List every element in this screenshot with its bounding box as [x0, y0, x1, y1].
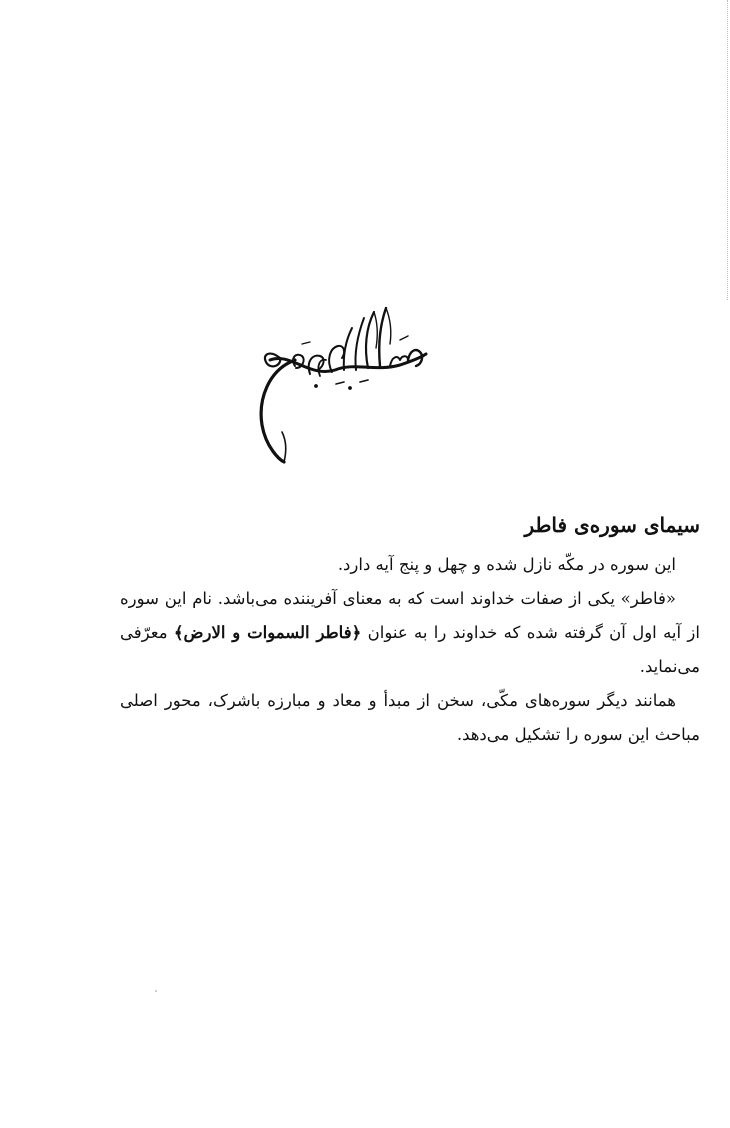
basmala-calligraphy	[240, 300, 430, 470]
paragraph-main-themes: همانند دیگر سوره‌های مکّی، سخن از مبدأ و معاد و مبارزه باشرک، محور اصلی مباحث این سوره را تشکیل می‌دهد.	[120, 691, 700, 744]
paragraph-name-meaning	[120, 582, 700, 684]
basmala-calligraphy-drawing	[240, 300, 430, 470]
quranic-phrase: ﴿فاطر السموات و الارض﴾	[173, 623, 362, 642]
page-edge-dotted-line	[726, 0, 728, 300]
surah-introduction	[120, 508, 700, 752]
paragraph-name-meaning-ending: معرّفی می‌نماید.	[120, 623, 700, 676]
section-title: سیمای سوره‌ی فاطر	[524, 513, 700, 537]
scan-speck	[155, 990, 157, 992]
paragraph-revelation: این سوره در مکّه نازل شده و چهل و پنج آیه دارد.	[337, 555, 676, 574]
paragraph-name-meaning-text: «فاطر» یکی از صفات خداوند است که به معنای آفریننده می‌باشد. نام این سوره از آیه اول آن گرفته شده که خداوند را به عنوان	[120, 589, 700, 642]
